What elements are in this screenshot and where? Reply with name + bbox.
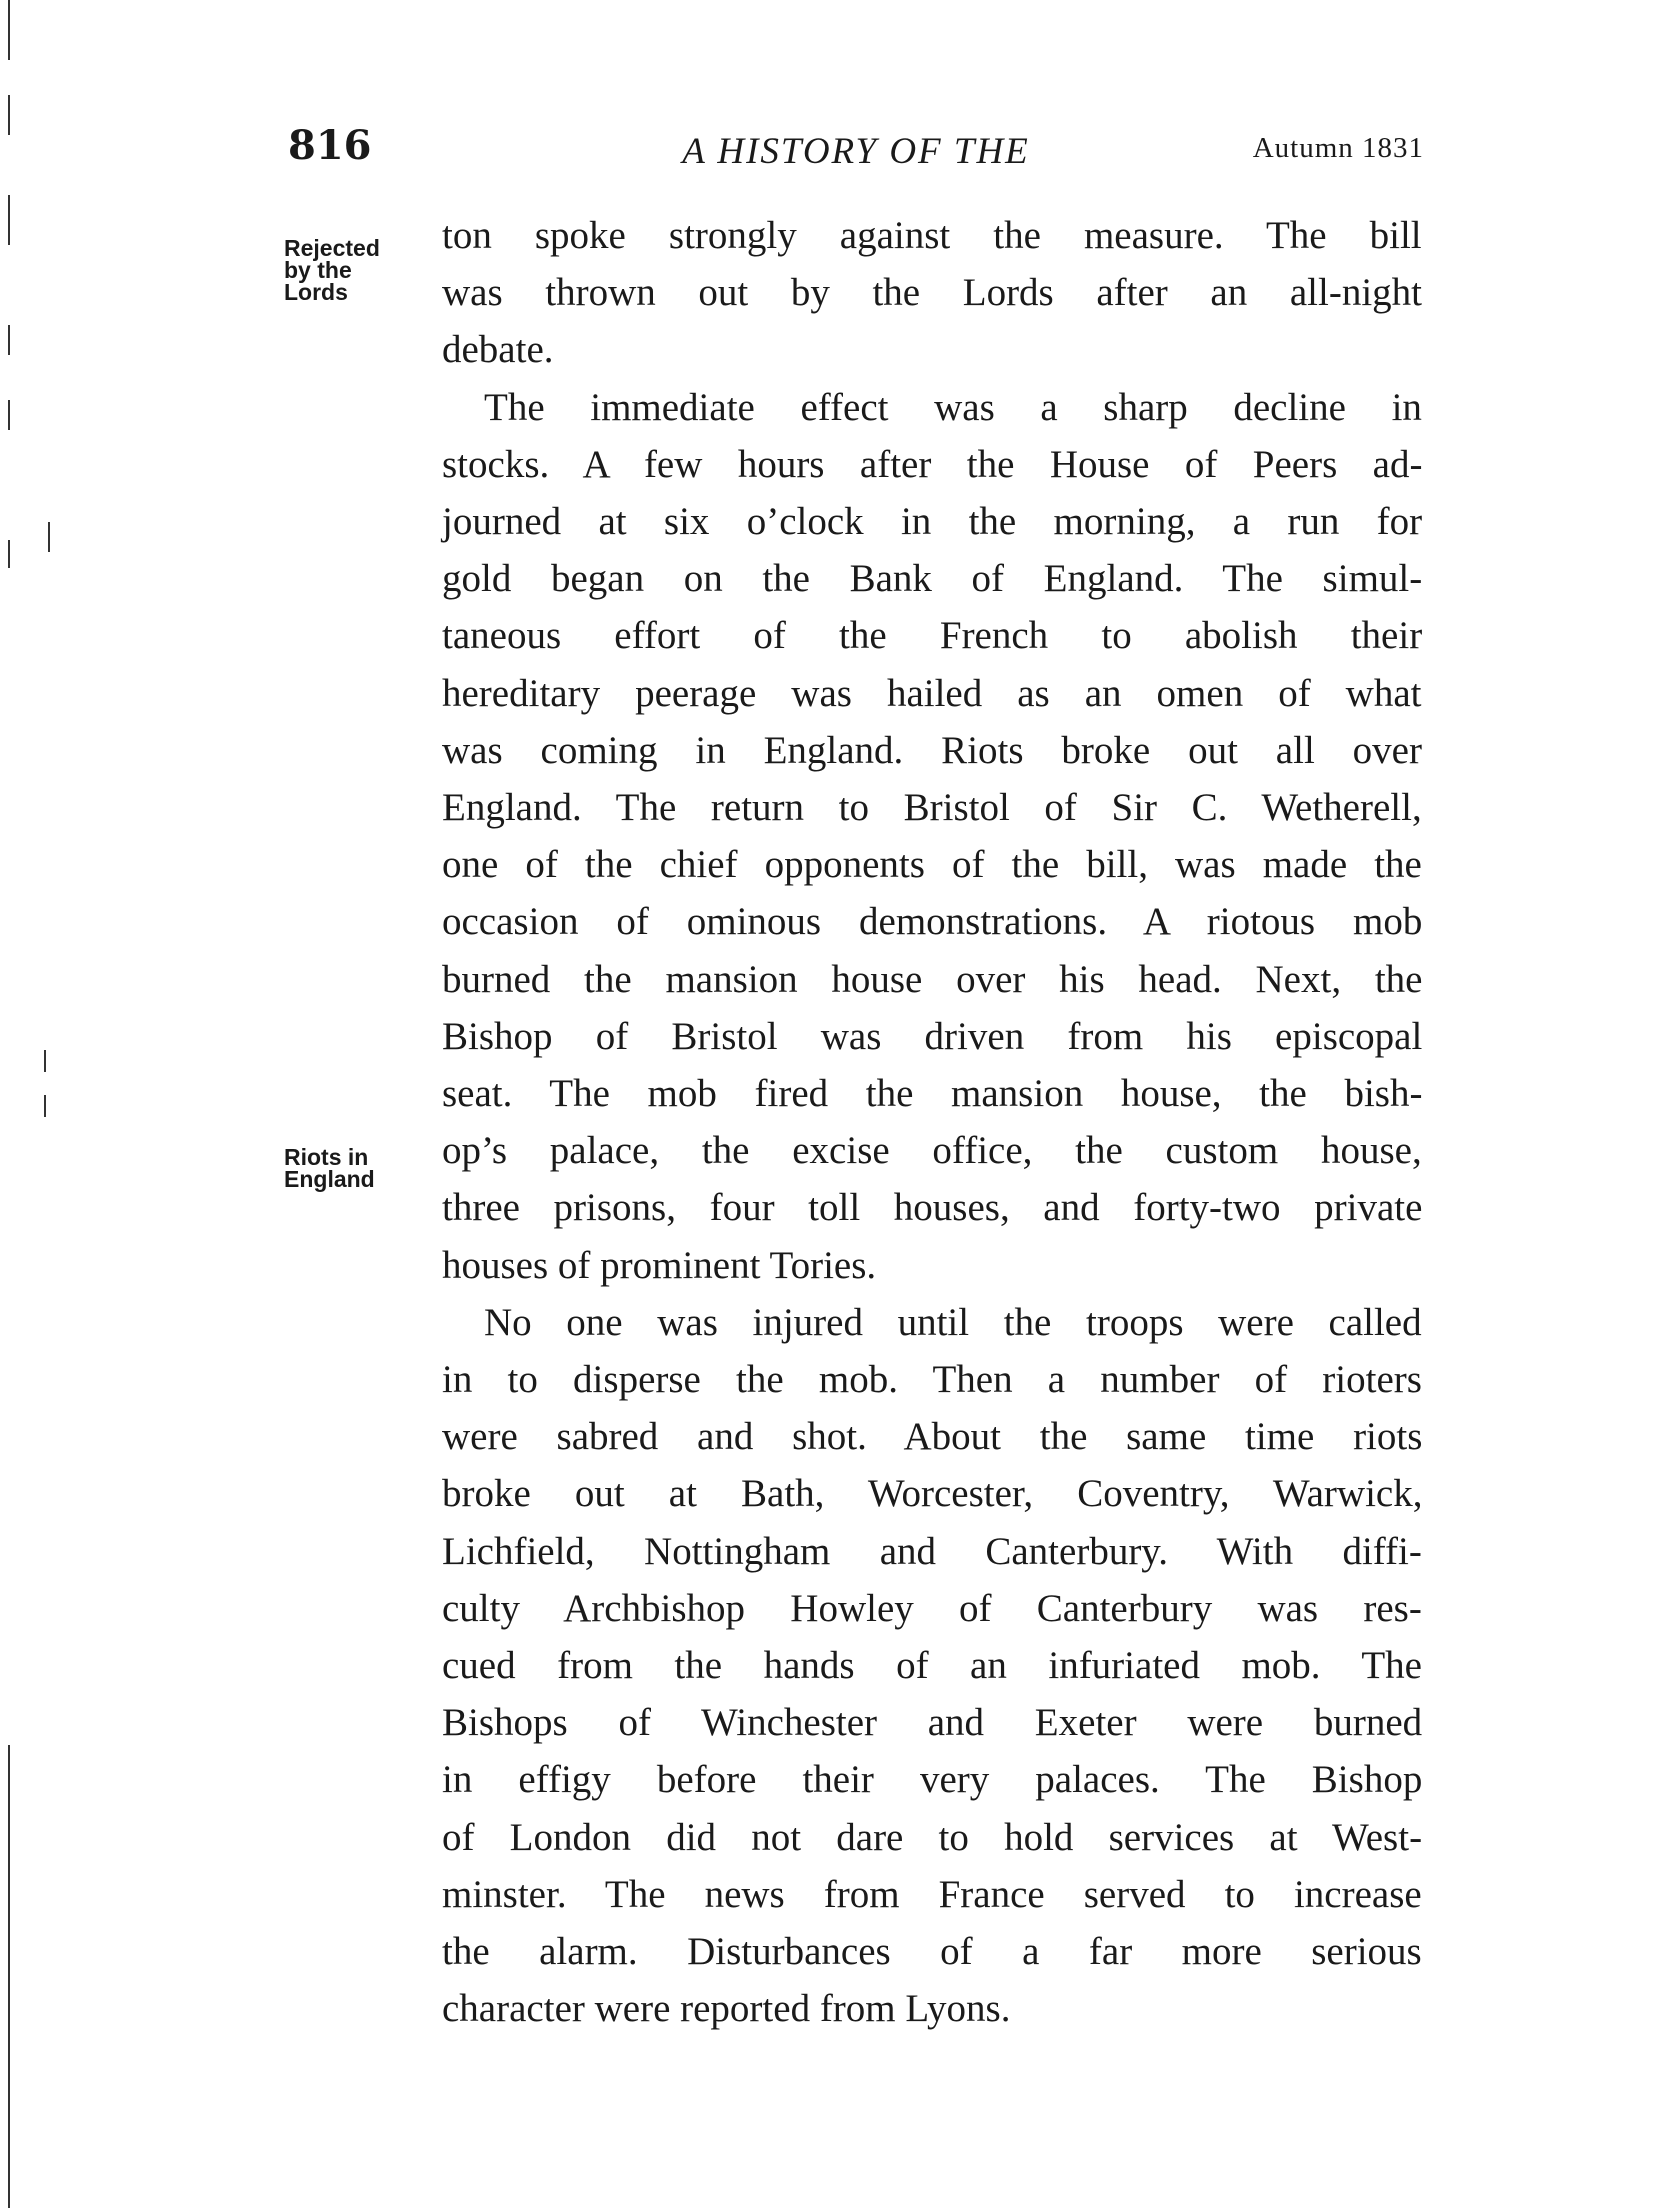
text-line: journed at six o’clock in the morning, a run for (442, 500, 1423, 544)
text-line: in effigy before their very palaces. The Bishop (442, 1758, 1423, 1802)
text-line: one of the chief opponents of the bill, was made the (442, 843, 1422, 887)
paragraph (442, 207, 1422, 379)
paragraph (442, 1294, 1422, 2038)
text-line: England. The return to Bristol of Sir C. Wetherell, (442, 786, 1422, 830)
margin-note-line: by the (284, 257, 352, 283)
scan-artifact-mark (8, 1745, 10, 2208)
text-line: three prisons, four toll houses, and forty-two private (442, 1186, 1423, 1230)
text-line: stocks. A few hours after the House of Peers ad- (442, 442, 1423, 486)
scan-artifact-mark (8, 400, 10, 430)
text-line: No one was injured until the troops were called (484, 1300, 1422, 1344)
scan-artifact-mark (8, 195, 10, 245)
scan-artifact-mark (44, 1050, 46, 1072)
text-line: Lichfield, Nottingham and Canterbury. With diffi- (442, 1529, 1422, 1573)
text-line: cued from the hands of an infuriated mob. The (442, 1644, 1422, 1688)
text-line: The immediate effect was a sharp decline in (484, 385, 1422, 429)
text-line: the alarm. Disturbances of a far more serious (442, 1930, 1422, 1974)
text-line: were sabred and shot. About the same time riots (442, 1415, 1423, 1459)
running-date: Autumn 1831 (1252, 132, 1424, 164)
scan-artifact-mark (8, 325, 10, 355)
paragraph (442, 379, 1422, 1294)
text-line: occasion of ominous demonstrations. A riotous mob (442, 900, 1423, 944)
margin-note-line: Lords (284, 279, 348, 305)
text-line: was coming in England. Riots broke out all over (442, 728, 1422, 772)
text-line: hereditary peerage was hailed as an omen of what (442, 671, 1422, 715)
text-line: debate. (442, 328, 554, 372)
text-line: Bishops of Winchester and Exeter were burned (442, 1701, 1423, 1745)
text-line: minster. The news from France served to increase (442, 1872, 1422, 1916)
margin-note-line: England (284, 1166, 375, 1192)
text-line: seat. The mob fired the mansion house, the bish- (442, 1072, 1423, 1116)
text-line: culty Archbishop Howley of Canterbury was res- (442, 1586, 1422, 1630)
scan-artifact-mark (44, 1095, 46, 1117)
page-header (288, 122, 1424, 182)
margin-note-line: Riots in (284, 1144, 369, 1170)
text-line: was thrown out by the Lords after an all-night (442, 271, 1422, 315)
text-line: Bishop of Bristol was driven from his episcopal (442, 1014, 1423, 1058)
margin-note-rejected-by-lords (284, 237, 414, 303)
page-number: 816 (288, 122, 372, 169)
text-line: ton spoke strongly against the measure. The bill (442, 214, 1422, 257)
scan-artifact-mark (8, 0, 10, 60)
text-line: in to disperse the mob. Then a number of rioters (442, 1358, 1422, 1402)
text-line: of London did not dare to hold services at West- (442, 1815, 1423, 1859)
running-title: A HISTORY OF THE (682, 131, 1030, 172)
text-line: houses of prominent Tories. (442, 1243, 877, 1287)
text-line: gold began on the Bank of England. The simul- (442, 557, 1423, 601)
text-line: taneous effort of the French to abolish their (442, 614, 1423, 658)
body-text (442, 207, 1422, 2038)
text-line: op’s palace, the excise office, the custom house, (442, 1129, 1422, 1173)
margin-note-riots-in-england (284, 1146, 414, 1190)
scan-artifact-mark (48, 522, 50, 552)
text-line: burned the mansion house over his head. Next, the (442, 957, 1423, 1001)
scan-artifact-mark (8, 540, 10, 568)
margin-note-line: Rejected (284, 235, 380, 261)
scan-artifact-mark (8, 95, 10, 135)
text-line: broke out at Bath, Worcester, Coventry, Warwick, (442, 1472, 1423, 1516)
text-line: character were reported from Lyons. (442, 1987, 1011, 2031)
